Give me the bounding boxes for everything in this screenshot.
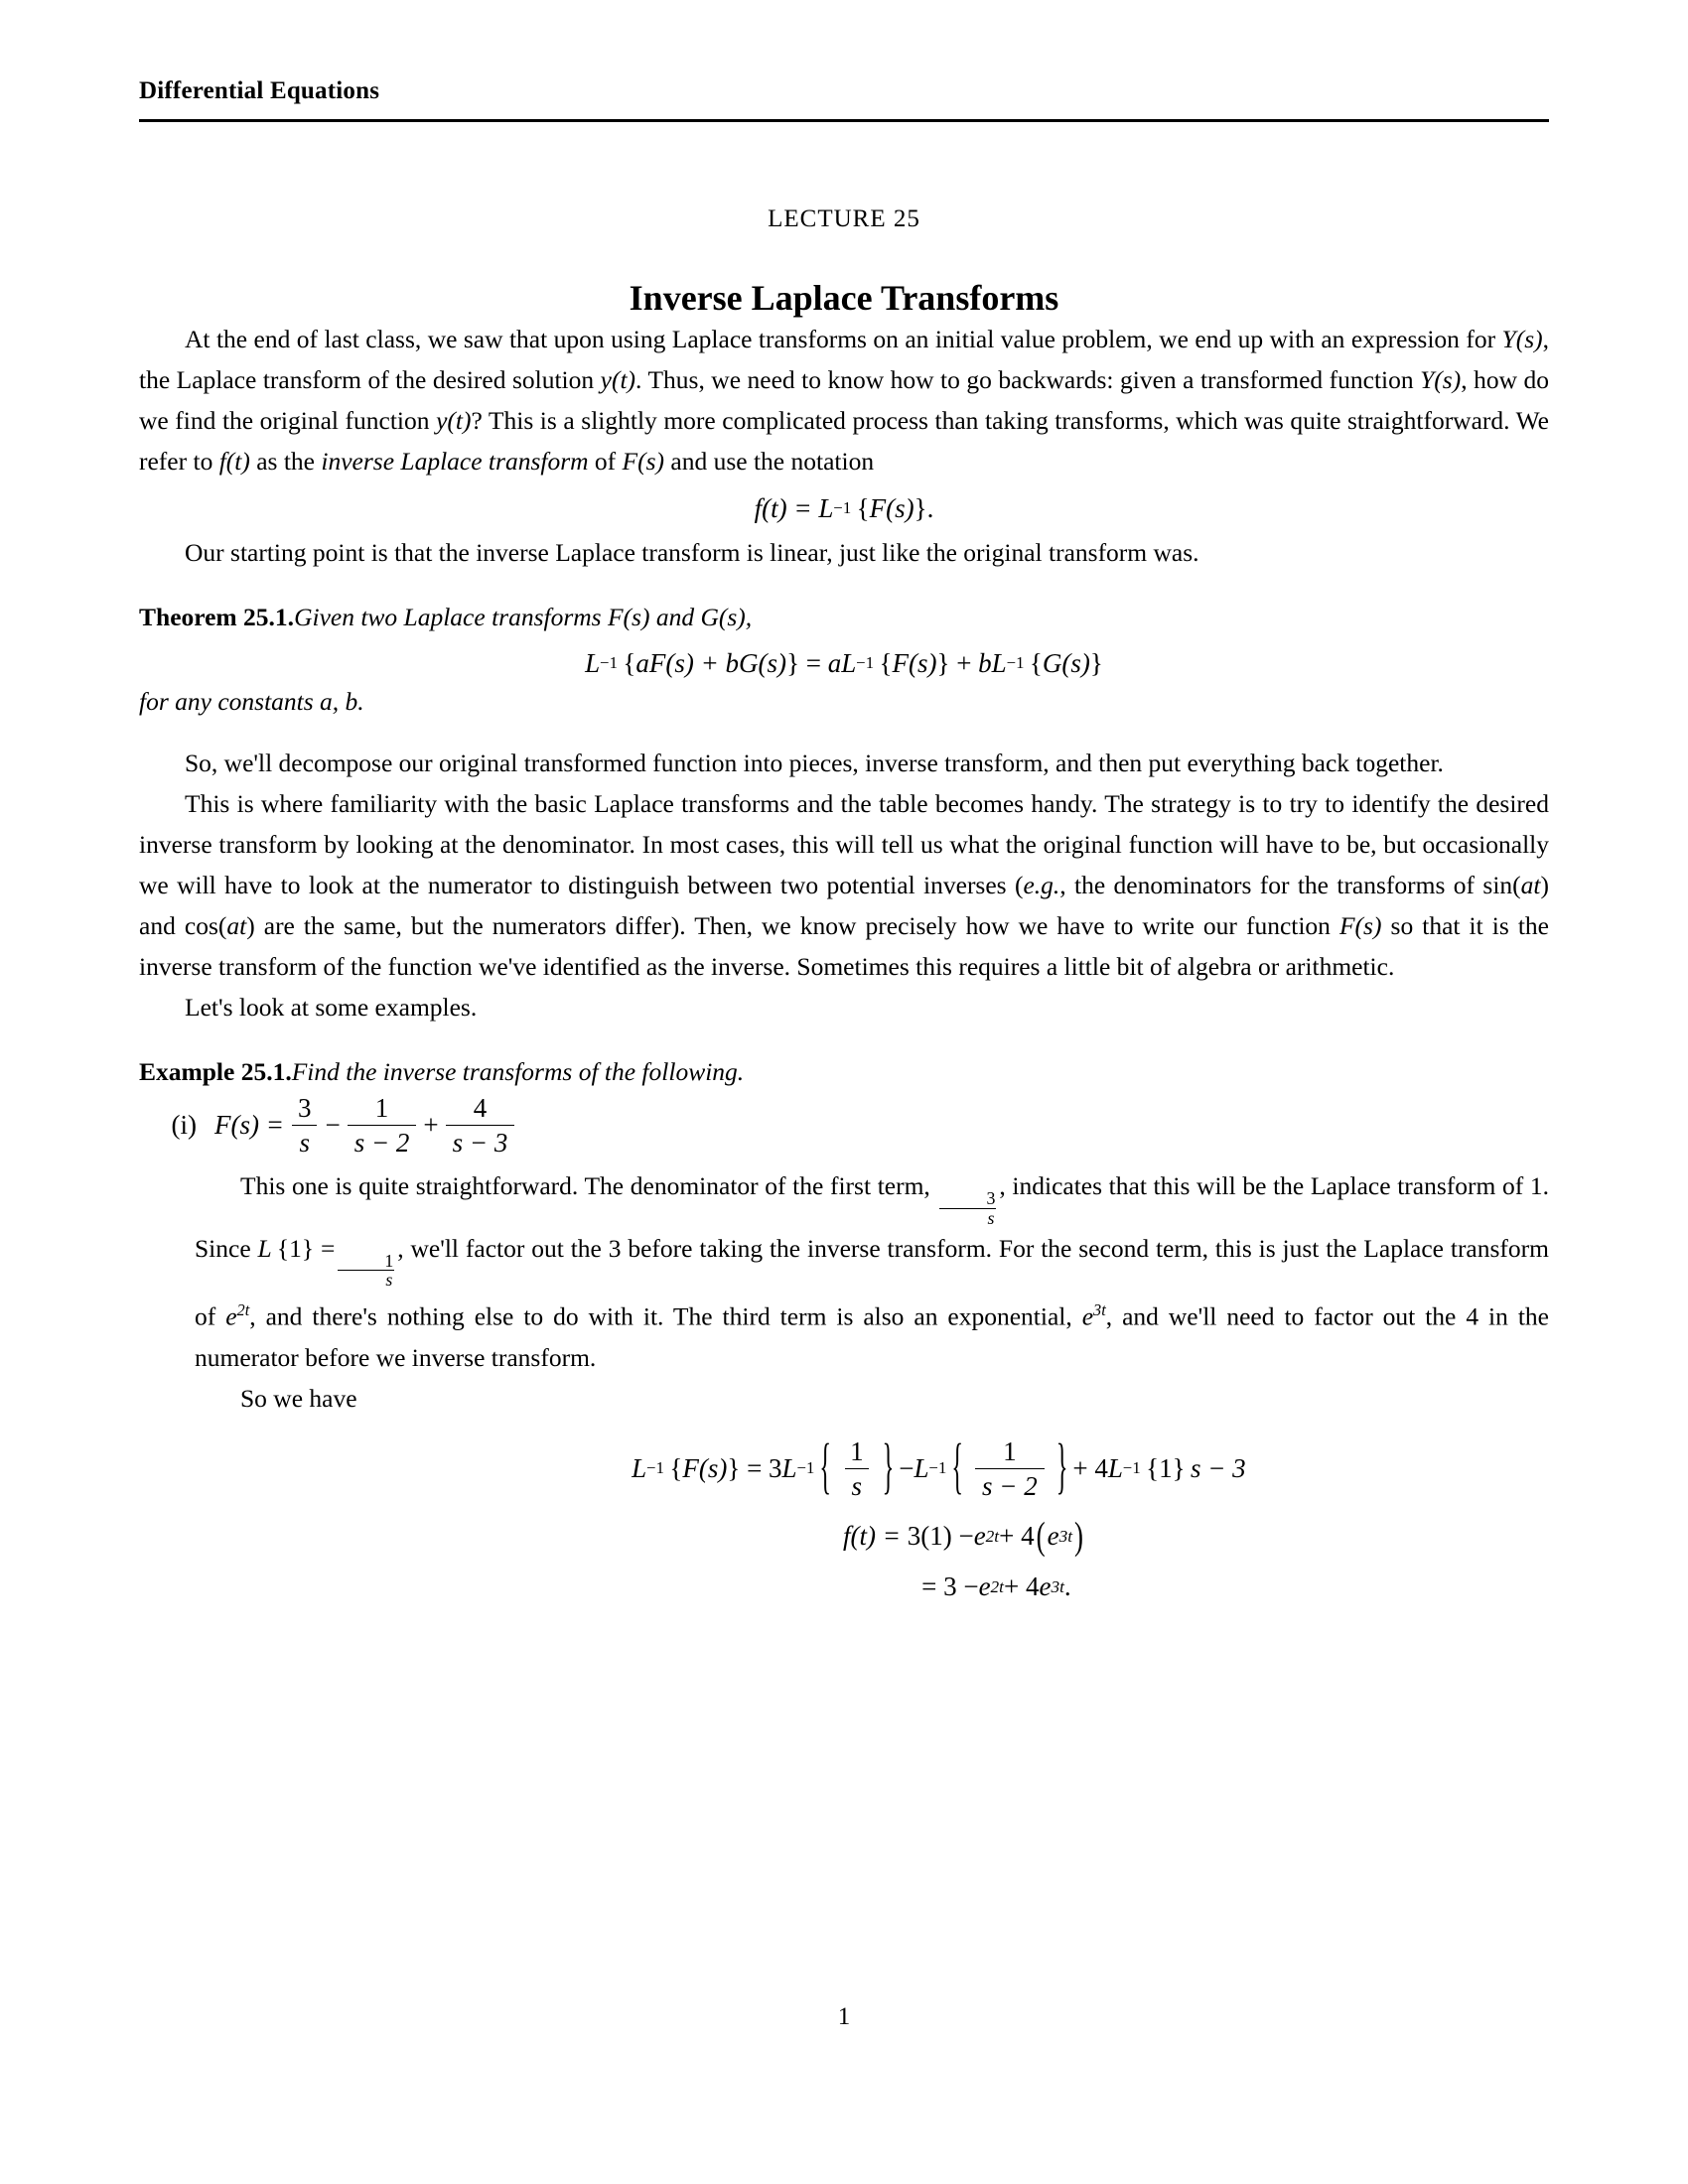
fraction-3-over-s (291, 1093, 319, 1158)
equation-group-solution (139, 1433, 1549, 1602)
math-e-exponent-3t-row3: 3t (1051, 1576, 1064, 1596)
lecture-number: LECTURE 25 (768, 205, 920, 232)
page-number: 1 (837, 2003, 851, 2030)
fraction-denominator: s (939, 1208, 996, 1228)
fraction-numerator: 4 (473, 1093, 488, 1123)
row3-text-a: 3 − (943, 1571, 979, 1601)
intro-text-b: , the Laplace transform of the desired solution (139, 325, 1549, 394)
solution-row-1 (139, 1433, 1549, 1502)
open-brace-lhs: { (623, 648, 636, 678)
familiarity-text-b: , the denominators for the transforms of sin( (1059, 871, 1521, 899)
math-at-2: at (226, 911, 247, 940)
solution-row-3 (139, 1571, 1549, 1602)
familiarity-text-d: ) are the same, but the numerators differ). Then, we know precisely how we have to write our function (246, 911, 1339, 940)
example-explanation-block (195, 1165, 1549, 1418)
fraction-1-over-s-minus-2-sol (975, 1436, 1045, 1501)
coef-a: a (827, 648, 842, 678)
inverse-exponent-rhs-a: −1 (856, 653, 875, 673)
inverse-exponent-sol1: −1 (646, 1458, 664, 1478)
notation-lhs: f(t) = (754, 493, 812, 523)
close-brace-lhs: } (786, 648, 800, 678)
item-marker: (i) (171, 1110, 197, 1141)
fraction-denominator: s (292, 1125, 317, 1158)
math-Y-of-s: Y(s) (1501, 325, 1543, 353)
equals-sign-sol1: = (747, 1452, 763, 1483)
paragraph-intro (139, 319, 1549, 481)
example-label: Example 25.1. (139, 1057, 292, 1086)
expl-text-b: , indicates that this will be the Laplace transform of 1. Since (195, 1171, 1549, 1263)
open-brace-t2: { (951, 1433, 963, 1502)
solution-lhs-arg: F(s) (682, 1452, 728, 1483)
familiarity-text-c: ) and cos( (139, 871, 1549, 940)
open-brace-t1: { (819, 1433, 832, 1502)
abbrev-eg: e.g. (1023, 871, 1060, 899)
math-e-base-2-row2: e (1047, 1521, 1059, 1551)
fraction-1-over-s-sol (843, 1436, 871, 1501)
header-rule (139, 119, 1549, 122)
script-L-icon-t1: L (781, 1452, 797, 1483)
solution-row-2 (139, 1514, 1549, 1558)
coefficient-4: 4 (1094, 1452, 1108, 1483)
math-F-of-s: F(s) (622, 447, 665, 476)
theorem-heading (139, 603, 1549, 632)
paragraph-decompose: So, we'll decompose our original transformed function into pieces, inverse transform, and then put everything back together. (185, 749, 1444, 777)
close-brace-rhs-b: } (1089, 648, 1103, 678)
script-L-icon-inline: L (257, 1233, 272, 1263)
inverse-exponent: −1 (833, 498, 852, 518)
script-L-icon-lhs: L (585, 648, 601, 678)
row3-text-b: + 4 (1003, 1571, 1040, 1601)
math-F-of-s-3: F(s) (1338, 911, 1382, 940)
item-lhs: F(s) = (214, 1110, 284, 1141)
paragraph-familiarity (139, 783, 1549, 987)
coefficient-3: 3 (769, 1452, 782, 1483)
theorem-label: Theorem 25.1. (139, 603, 295, 631)
intro-text-g: of (588, 447, 623, 476)
plus-sign: + (956, 648, 972, 678)
fraction-denominator: s (845, 1468, 870, 1501)
running-head: Differential Equations (139, 77, 380, 104)
open-brace: { (856, 493, 870, 523)
inverse-exponent-rhs-b: −1 (1006, 653, 1025, 673)
solution-lhs-ft: f(t) = (843, 1521, 901, 1551)
intro-text-a: At the end of last class, we saw that upon using Laplace transforms on an initial value problem, we end up with an expression for (185, 325, 1502, 353)
minus-operator: − (325, 1110, 341, 1141)
math-y-of-t-2: y(t) (436, 406, 472, 435)
plus-operator: + (423, 1110, 439, 1141)
fraction-1-over-s-minus-2 (348, 1093, 417, 1158)
theorem-tail: for any constants a, b. (139, 687, 364, 716)
math-at-1: at (1520, 871, 1541, 899)
intro-text-f: as the (249, 447, 322, 476)
inline-fraction-3-over-s (938, 1189, 997, 1227)
example-heading (139, 1057, 1549, 1087)
fraction-numerator: 1 (384, 1250, 394, 1271)
familiarity-text-a: This is where familiarity with the basic Laplace transforms and the table becomes handy. The strategy is to try to identify the desired inverse transform by looking at the denominator. In most cases, this will tell us what the original function will have to be, but occasionally we will have to look at the numerator to distinguish between two potential inverses ( (139, 789, 1549, 899)
example-item-i (139, 1093, 1549, 1158)
equals-sign: = (805, 648, 822, 678)
minus-sign-sol1: − (899, 1452, 914, 1483)
familiarity-text-e: so that it is the inverse transform of the function we've identified as the inverse. Sometimes this requires a little bit of algebra or arithmetic. (139, 911, 1549, 981)
expl-L-of-1: {1} = (276, 1233, 336, 1263)
example-statement: Find the inverse transforms of the following. (291, 1057, 745, 1086)
fraction-numerator: 1 (1003, 1435, 1017, 1466)
math-e-base-2-row3: e (1039, 1571, 1052, 1601)
close-brace: } (914, 493, 927, 523)
fraction-denominator: s − 2 (975, 1468, 1045, 1501)
expl-text-c: , we'll factor out the 3 before taking the inverse transform. For the second term, this is just the Laplace transform of (195, 1233, 1549, 1331)
inverse-exponent-t1: −1 (796, 1458, 815, 1478)
math-e-2t-exponent: 2t (236, 1300, 250, 1320)
intro-text-e: ? This is a slightly more complicated process than taking transforms, which was quite straightforward. We refer to (139, 406, 1549, 476)
theorem-math-Gs: G(s), (700, 603, 753, 631)
row2-text-a: 3(1) − (907, 1521, 974, 1551)
theorem-math-Fs: F(s) (607, 603, 650, 631)
script-L-icon: L (818, 493, 834, 523)
math-e-2t-base: e (225, 1301, 237, 1331)
paragraph-lets-look: Let's look at some examples. (185, 993, 478, 1022)
paren-open-row2: ( (1036, 1514, 1046, 1558)
fraction-numerator: 1 (374, 1093, 389, 1123)
fraction-4-over-s-minus-3 (446, 1093, 515, 1158)
expl-text-a: This one is quite straightforward. The denominator of the first term, (240, 1171, 937, 1201)
open-brace-rhs-a: { (879, 648, 893, 678)
script-L-icon-sol1: L (632, 1452, 647, 1483)
script-L-icon-t3: L (1107, 1452, 1123, 1483)
theorem-statement-a: Given two Laplace transforms (294, 603, 608, 631)
math-f-of-t: f(t) (218, 447, 250, 476)
row2-text-b: + 4 (999, 1521, 1035, 1551)
math-e-3t-base: e (1081, 1301, 1094, 1331)
inverse-exponent-t2: −1 (928, 1458, 947, 1478)
equation-linearity (139, 650, 1549, 677)
close-brace-rhs-a: } (936, 648, 950, 678)
theorem-statement-and: and (649, 603, 701, 631)
page-title: Inverse Laplace Transforms (629, 278, 1059, 318)
intro-text-h: and use the notation (664, 447, 875, 476)
linearity-lhs-arg: aF(s) + bG(s) (635, 648, 787, 678)
math-Y-of-s-2: Y(s) (1420, 365, 1462, 394)
notation-period: . (926, 493, 934, 523)
row3-period: . (1063, 1571, 1071, 1601)
math-e-exponent-2t-row3: 2t (990, 1576, 1004, 1596)
intro-text-d: , how do we find the original function (139, 365, 1549, 435)
paragraph-starting-point: Our starting point is that the inverse Laplace transform is linear, just like the original transform was. (185, 538, 1199, 567)
intro-text-c: . Thus, we need to know how to go backwards: given a transformed function (635, 365, 1421, 394)
paren-close-row2: ) (1074, 1514, 1084, 1558)
plus-sign-sol1: + (1072, 1452, 1088, 1483)
linearity-rhs-b-arg: G(s) (1042, 648, 1090, 678)
close-brace-sol1: } (727, 1452, 741, 1483)
paragraph-so-we-have: So we have (240, 1383, 357, 1413)
fraction-denominator: s (338, 1270, 394, 1290)
script-L-icon-t2: L (914, 1452, 929, 1483)
fraction-numerator: 3 (297, 1093, 312, 1123)
coef-b: b (978, 648, 992, 678)
inline-fraction-1-over-s (337, 1252, 395, 1290)
equals-sign-sol3: = (921, 1571, 937, 1601)
equation-notation (139, 495, 1549, 522)
open-brace-sol1: { (669, 1452, 683, 1483)
notation-arg: F(s) (869, 493, 914, 523)
script-L-icon-rhs-a: L (841, 648, 857, 678)
brace-one: {1} (1146, 1452, 1186, 1483)
expl-text-e: , and we'll need to factor out the 4 in the numerator before we inverse transform. (195, 1301, 1549, 1372)
close-brace-t1: } (882, 1433, 895, 1502)
script-L-icon-rhs-b: L (991, 648, 1007, 678)
math-e-exponent-2t-row2: 2t (985, 1526, 1000, 1546)
math-e-3t-exponent: 3t (1093, 1300, 1106, 1320)
fraction-denominator: s − 3 (446, 1125, 515, 1158)
math-e-base-row2: e (973, 1521, 986, 1551)
math-e-exponent-3t-row2: 3t (1058, 1526, 1073, 1546)
paragraph-explanation (195, 1165, 1549, 1377)
trailing-s-minus-3: s − 3 (1190, 1452, 1246, 1483)
term-inverse-laplace-transform: inverse Laplace transform (321, 447, 589, 476)
inverse-exponent-t3: −1 (1122, 1458, 1141, 1478)
linearity-rhs-a-arg: F(s) (892, 648, 937, 678)
math-e-base-row3: e (978, 1571, 991, 1601)
inverse-exponent-lhs: −1 (600, 653, 618, 673)
expl-text-d: , and there's nothing else to do with it. The third term is also an exponential, (249, 1301, 1082, 1331)
fraction-numerator: 1 (850, 1435, 864, 1466)
math-y-of-t: y(t) (600, 365, 636, 394)
open-brace-rhs-b: { (1029, 648, 1043, 678)
fraction-numerator: 3 (986, 1188, 996, 1209)
fraction-denominator: s − 2 (348, 1125, 417, 1158)
close-brace-t2: } (1055, 1433, 1068, 1502)
